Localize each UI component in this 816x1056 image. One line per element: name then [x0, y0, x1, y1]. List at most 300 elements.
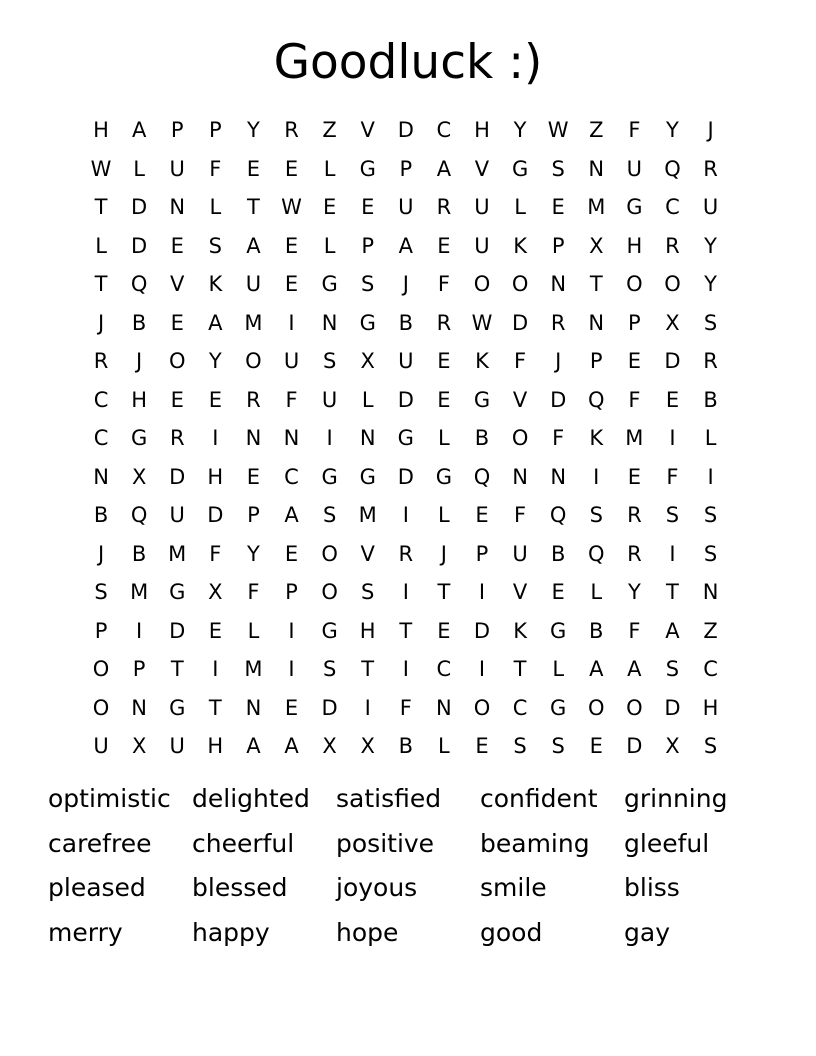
word-list-row [48, 824, 768, 869]
grid-letter: P [399, 156, 413, 181]
grid-letter: J [97, 310, 105, 335]
grid-letter: D [169, 618, 186, 643]
grid-letter: P [361, 233, 375, 258]
grid-letter: V [170, 272, 185, 296]
word-list-item: bliss [624, 873, 680, 903]
grid-letter: I [212, 657, 219, 681]
grid-letter: X [589, 233, 604, 258]
grid-letter: R [436, 310, 452, 335]
grid-letter: A [398, 233, 413, 258]
grid-letter: Y [247, 541, 260, 566]
grid-letter: J [136, 349, 143, 373]
grid-letter: F [399, 695, 412, 720]
grid-letter: V [360, 541, 375, 566]
grid-letter: D [550, 387, 567, 412]
grid-letter: M [168, 541, 187, 566]
grid-letter: C [284, 464, 299, 489]
grid-letter: D [473, 618, 491, 643]
grid-letter: U [398, 195, 414, 219]
grid-letter: N [169, 195, 186, 219]
grid-letter: K [475, 349, 489, 373]
grid-letter: S [551, 734, 565, 758]
grid-letter: R [169, 426, 185, 450]
grid-letter: C [93, 387, 109, 412]
grid-letter: K [589, 426, 604, 450]
grid-letter: O [321, 580, 338, 604]
grid-letter: F [628, 618, 641, 643]
grid-letter: U [93, 734, 109, 758]
grid-row [82, 265, 730, 304]
grid-letter: P [208, 118, 222, 142]
grid-letter: A [627, 657, 642, 681]
grid-letter: E [170, 387, 184, 412]
grid-letter: O [626, 272, 643, 296]
grid-letter: W [471, 310, 493, 335]
grid-letter: B [474, 426, 490, 450]
grid-letter: X [131, 734, 147, 758]
grid-letter: M [130, 580, 149, 604]
grid-letter: S [94, 580, 108, 604]
grid-letter: X [665, 310, 680, 335]
grid-row [82, 342, 730, 381]
grid-row [82, 650, 730, 689]
grid-letter: F [209, 156, 222, 181]
grid-letter: M [625, 426, 644, 450]
grid-letter: R [284, 118, 299, 142]
grid-letter: E [284, 233, 299, 258]
grid-letter: I [402, 580, 409, 604]
word-list-item: joyous [336, 873, 418, 903]
grid-letter: W [547, 118, 569, 142]
grid-letter: P [170, 118, 184, 142]
word-list-item: hope [336, 918, 399, 948]
grid-letter: B [131, 310, 147, 335]
word-list-item: happy [192, 918, 270, 948]
grid-letter: L [438, 426, 450, 450]
grid-letter: H [359, 618, 376, 643]
grid-letter: E [589, 734, 603, 758]
grid-letter: C [93, 426, 109, 450]
grid-letter: F [628, 118, 641, 142]
grid-letter: T [513, 657, 527, 681]
grid-letter: E [361, 195, 375, 219]
word-list-row [48, 868, 768, 913]
grid-letter: E [284, 156, 299, 181]
grid-letter: T [589, 272, 603, 296]
grid-letter: D [397, 464, 414, 489]
grid-letter: U [474, 233, 490, 258]
grid-letter: G [473, 387, 491, 412]
grid-letter: C [436, 657, 452, 681]
grid-letter: A [665, 618, 680, 643]
grid-letter: I [402, 657, 409, 681]
grid-letter: A [284, 503, 299, 527]
grid-letter: E [665, 387, 680, 412]
grid-letter: W [90, 156, 112, 181]
grid-letter: N [245, 426, 262, 450]
letter-grid [82, 111, 730, 766]
grid-letter: S [703, 541, 718, 566]
grid-letter: N [283, 426, 300, 450]
grid-letter: S [322, 503, 337, 527]
grid-letter: B [703, 387, 718, 412]
grid-letter: Y [513, 118, 527, 142]
grid-letter: S [551, 156, 565, 181]
grid-letter: T [94, 195, 108, 219]
grid-letter: Q [130, 272, 148, 296]
word-list-item: carefree [48, 828, 152, 858]
grid-letter: G [131, 426, 148, 450]
grid-letter: H [702, 695, 719, 720]
grid-letter: P [628, 310, 641, 335]
word-list-item: satisfied [336, 784, 442, 813]
word-list-row [48, 779, 768, 824]
word-list-item: merry [48, 918, 123, 948]
grid-letter: C [436, 118, 452, 142]
grid-letter: R [398, 541, 414, 566]
grid-letter: E [475, 503, 489, 527]
grid-letter: I [212, 426, 219, 450]
grid-letter: E [551, 195, 565, 219]
grid-letter: G [626, 195, 643, 219]
grid-letter: E [246, 156, 261, 181]
grid-letter: T [94, 272, 108, 296]
grid-letter: L [552, 657, 565, 681]
grid-letter: P [551, 233, 565, 258]
grid-letter: M [587, 195, 606, 219]
grid-letter: E [284, 695, 299, 720]
grid-letter: M [244, 657, 263, 681]
grid-letter: I [136, 618, 143, 643]
grid-letter: O [321, 541, 338, 566]
grid-letter: G [359, 156, 376, 181]
grid-letter: S [703, 734, 718, 758]
grid-letter: G [511, 156, 529, 181]
grid-letter: Q [588, 541, 605, 566]
grid-letter: L [209, 195, 222, 219]
grid-row [82, 304, 730, 343]
grid-letter: R [665, 233, 680, 258]
grid-letter: F [514, 503, 527, 527]
grid-letter: J [97, 541, 105, 566]
grid-letter: F [209, 541, 222, 566]
grid-letter: N [588, 156, 605, 181]
grid-letter: Z [703, 618, 718, 643]
grid-letter: S [665, 657, 680, 681]
grid-letter: R [627, 503, 642, 527]
grid-letter: A [246, 233, 261, 258]
grid-letter: Y [704, 272, 717, 296]
grid-row [82, 573, 730, 612]
grid-letter: T [399, 618, 413, 643]
grid-letter: R [627, 541, 642, 566]
grid-letter: U [169, 156, 185, 181]
grid-letter: Q [130, 503, 148, 527]
grid-letter: X [322, 734, 337, 758]
grid-letter: N [550, 464, 567, 489]
grid-letter: J [707, 118, 714, 142]
grid-letter: B [398, 734, 413, 758]
grid-letter: I [707, 464, 714, 489]
grid-letter: N [359, 426, 376, 450]
grid-letter: Q [588, 387, 605, 412]
grid-letter: E [170, 233, 184, 258]
grid-letter: Z [589, 118, 604, 142]
grid-letter: D [664, 695, 681, 720]
grid-letter: E [284, 272, 299, 296]
grid-letter: B [398, 310, 413, 335]
word-list-item: grinning [624, 784, 728, 813]
word-list-item: beaming [480, 828, 590, 858]
grid-letter: N [436, 695, 452, 720]
grid-letter: R [93, 349, 109, 373]
grid-letter: V [512, 580, 528, 604]
grid-letter: E [208, 387, 222, 412]
grid-letter: C [703, 657, 718, 681]
grid-letter: O [664, 272, 681, 296]
grid-letter: I [288, 657, 295, 681]
grid-letter: U [626, 156, 643, 181]
grid-letter: I [402, 503, 409, 527]
grid-letter: S [703, 310, 718, 335]
grid-letter: R [550, 310, 566, 335]
grid-letter: R [246, 387, 261, 412]
grid-letter: L [438, 734, 450, 758]
grid-letter: R [703, 349, 718, 373]
grid-letter: J [402, 272, 409, 296]
grid-letter: K [208, 272, 223, 296]
grid-letter: I [288, 618, 295, 643]
grid-letter: N [321, 310, 338, 335]
word-list-item: optimistic [48, 784, 171, 813]
grid-letter: Y [247, 118, 260, 142]
grid-letter: A [131, 118, 147, 142]
grid-row [82, 689, 730, 728]
grid-letter: H [207, 734, 224, 758]
grid-letter: A [246, 734, 261, 758]
grid-row [82, 111, 730, 150]
word-list [48, 779, 768, 958]
grid-letter: N [245, 695, 262, 720]
grid-letter: E [246, 464, 261, 489]
grid-letter: F [437, 272, 450, 296]
grid-letter: S [361, 272, 375, 296]
grid-letter: F [514, 349, 527, 373]
grid-letter: L [95, 233, 107, 258]
grid-letter: F [247, 580, 260, 604]
grid-letter: E [551, 580, 565, 604]
grid-letter: V [360, 118, 375, 142]
grid-letter: I [478, 657, 486, 681]
grid-letter: A [436, 156, 452, 181]
grid-letter: U [283, 349, 300, 373]
grid-letter: S [513, 734, 527, 758]
grid-row [82, 381, 730, 420]
grid-letter: E [475, 734, 489, 758]
grid-letter: L [247, 618, 260, 643]
grid-letter: G [435, 464, 453, 489]
grid-letter: I [478, 580, 486, 604]
grid-letter: U [512, 541, 528, 566]
grid-letter: I [669, 541, 676, 566]
grid-letter: U [169, 503, 185, 527]
grid-row [82, 188, 730, 227]
grid-letter: S [703, 503, 718, 527]
grid-letter: O [473, 695, 491, 720]
grid-letter: G [359, 310, 376, 335]
grid-letter: G [321, 272, 338, 296]
grid-letter: Y [666, 118, 679, 142]
grid-letter: E [208, 618, 222, 643]
grid-letter: S [208, 233, 222, 258]
grid-letter: H [207, 464, 224, 489]
grid-letter: D [131, 195, 148, 219]
grid-letter: L [590, 580, 603, 604]
grid-row [82, 150, 730, 189]
word-list-item: smile [480, 873, 547, 903]
grid-letter: P [247, 503, 260, 527]
grid-letter: G [321, 464, 338, 489]
grid-letter: G [169, 695, 186, 720]
grid-letter: I [326, 426, 333, 450]
grid-letter: Y [704, 233, 717, 258]
grid-letter: T [208, 695, 222, 720]
grid-row [82, 612, 730, 651]
grid-letter: S [361, 580, 375, 604]
grid-letter: P [132, 657, 146, 681]
grid-letter: H [131, 387, 148, 412]
grid-letter: U [702, 195, 719, 219]
grid-letter: L [704, 426, 717, 450]
grid-letter: D [131, 233, 148, 258]
grid-letter: F [628, 387, 641, 412]
grid-letter: V [474, 156, 490, 181]
grid-letter: D [169, 464, 186, 489]
grid-letter: O [92, 657, 110, 681]
grid-letter: O [245, 349, 262, 373]
grid-letter: M [244, 310, 263, 335]
grid-letter: L [438, 503, 450, 527]
grid-row [82, 535, 730, 574]
grid-letter: G [550, 618, 567, 643]
word-list-item: good [480, 918, 543, 948]
grid-letter: W [281, 195, 302, 219]
grid-letter: X [360, 349, 375, 373]
grid-letter: S [322, 349, 337, 373]
grid-row [82, 419, 730, 458]
grid-letter: G [321, 618, 338, 643]
grid-letter: J [555, 349, 562, 373]
grid-letter: O [168, 349, 186, 373]
grid-letter: U [245, 272, 262, 296]
word-list-item: gay [624, 918, 670, 948]
grid-letter: D [397, 387, 414, 412]
grid-letter: M [358, 503, 377, 527]
grid-letter: A [589, 657, 604, 681]
grid-letter: B [131, 541, 147, 566]
grid-letter: L [514, 195, 526, 219]
grid-letter: N [93, 464, 109, 489]
grid-letter: F [666, 464, 679, 489]
grid-letter: X [208, 580, 223, 604]
grid-letter: Q [549, 503, 567, 527]
word-list-item: positive [336, 828, 435, 858]
grid-letter: G [359, 464, 376, 489]
grid-letter: A [208, 310, 223, 335]
grid-letter: J [440, 541, 447, 566]
grid-letter: E [437, 618, 451, 643]
grid-letter: E [322, 195, 337, 219]
grid-letter: D [397, 118, 414, 142]
grid-letter: C [665, 195, 680, 219]
grid-letter: I [593, 464, 600, 489]
grid-letter: Q [473, 464, 491, 489]
grid-letter: R [436, 195, 452, 219]
grid-letter: X [131, 464, 147, 489]
grid-letter: P [589, 349, 603, 373]
grid-row [82, 727, 730, 766]
grid-letter: E [437, 387, 451, 412]
grid-letter: O [511, 272, 529, 296]
grid-row [82, 227, 730, 266]
word-list-item: cheerful [192, 828, 295, 858]
grid-letter: T [666, 580, 679, 604]
grid-letter: B [93, 503, 109, 527]
grid-letter: T [437, 580, 451, 604]
grid-letter: B [589, 618, 604, 643]
grid-letter: L [361, 387, 374, 412]
grid-letter: R [703, 156, 718, 181]
grid-row [82, 458, 730, 497]
grid-letter: S [322, 657, 337, 681]
grid-letter: L [133, 156, 145, 181]
grid-letter: T [247, 195, 260, 219]
grid-letter: P [475, 541, 489, 566]
grid-letter: G [397, 426, 414, 450]
grid-letter: O [473, 272, 491, 296]
grid-letter: F [285, 387, 298, 412]
grid-letter: D [511, 310, 529, 335]
grid-letter: N [131, 695, 147, 720]
grid-letter: S [589, 503, 603, 527]
word-list-row [48, 913, 768, 958]
grid-letter: K [513, 618, 527, 643]
grid-letter: E [627, 349, 641, 373]
grid-letter: O [92, 695, 110, 720]
grid-letter: U [474, 195, 490, 219]
grid-letter: K [513, 233, 527, 258]
grid-letter: U [398, 349, 414, 373]
grid-letter: Y [208, 349, 222, 373]
grid-letter: O [511, 426, 529, 450]
grid-letter: X [360, 734, 375, 758]
grid-letter: X [665, 734, 680, 758]
grid-letter: H [93, 118, 109, 142]
grid-letter: Y [627, 580, 641, 604]
word-list-item: pleased [48, 873, 146, 903]
grid-letter: I [364, 695, 371, 720]
grid-letter: I [669, 426, 676, 450]
grid-letter: H [626, 233, 643, 258]
grid-letter: H [474, 118, 490, 142]
grid-letter: E [170, 310, 184, 335]
grid-letter: O [588, 695, 605, 720]
grid-letter: N [702, 580, 719, 604]
grid-letter: I [288, 310, 295, 335]
grid-letter: L [323, 233, 336, 258]
grid-letter: S [665, 503, 680, 527]
grid-letter: C [512, 695, 528, 720]
